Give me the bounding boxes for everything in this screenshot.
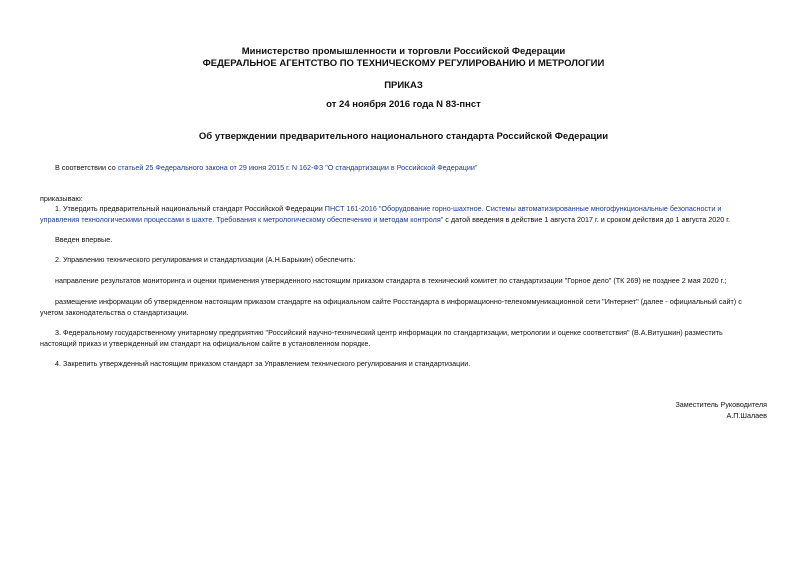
date-number: от 24 ноября 2016 года N 83-пнст: [326, 99, 481, 110]
signatory-name: А.П.Шалаев: [726, 411, 767, 420]
paragraph-3: 3. Федеральному государственному унитарному предприятию "Российский научно-технический центр информации по стандартизации, метрологии и оценке соответствия" (В.А.Витушкин) разместить настоящий приказ и утвержденный им стандарт на официальном сайте в установленном порядке.: [40, 328, 723, 348]
paragraph-2a: направление результатов мониторинга и оценки применения утвержденного настоящим приказом стандарта в технический комитет по стандартизации "Горное дело" (ТК 269) не позднее 2 мая 2020 г.;: [55, 276, 727, 285]
ministry-heading: Министерство промышленности и торговли Российской Федерации: [241, 46, 566, 57]
paragraph-1: [40, 203, 757, 225]
p1-prefix: 1. Утвердить предварительный национальный стандарт Российской Федерации: [55, 204, 325, 213]
first-time-note: Введен впервые.: [55, 235, 113, 244]
signatory-position: Заместитель Руководителя: [675, 400, 767, 409]
paragraph-4: 4. Закрепить утвержденный настоящим приказом стандарт за Управлением технического регулирования и стандартизации.: [55, 359, 471, 368]
orders-text: приказываю:: [40, 194, 83, 203]
document-title: Об утверждении предварительного национального стандарта Российской Федерации: [198, 131, 609, 142]
paragraph-2: 2. Управлению технического регулирования и стандартизации (А.Н.Барыкин) обеспечить:: [55, 255, 356, 264]
paragraph-2b: размещение информации об утвержденном настоящим приказом стандарте на официальном сайте Росстандарта в информационно-телекоммуникационной сети "Интернет" (далее - официальный сайт) с учетом законодательства о стандартизации.: [40, 297, 742, 317]
intro-prefix: В соответствии со: [55, 163, 118, 172]
standard-link[interactable]: ПНСТ 161-2016 "Оборудование горно-шахтное. Системы автоматизированные многофункциональные безопасности и управления технологическими процессами в шахте. Требования к метрологическому обеспечению и методам контроля": [40, 204, 722, 224]
signature-block: [675, 399, 767, 421]
agency-heading: ФЕДЕРАЛЬНОЕ АГЕНТСТВО ПО ТЕХНИЧЕСКОМУ РЕГУЛИРОВАНИЮ И МЕТРОЛОГИИ: [202, 58, 605, 69]
p1-suffix: с датой введения в действие 1 августа 2017 г. и сроком действия до 1 августа 2020 г.: [443, 215, 731, 224]
federal-law-link[interactable]: статьей 25 Федерального закона от 29 июня 2015 г. N 162-ФЗ "О стандартизации в Российской Федерации": [117, 163, 478, 172]
intro-paragraph: [55, 162, 477, 173]
doc-type-heading: ПРИКАЗ: [384, 80, 423, 91]
